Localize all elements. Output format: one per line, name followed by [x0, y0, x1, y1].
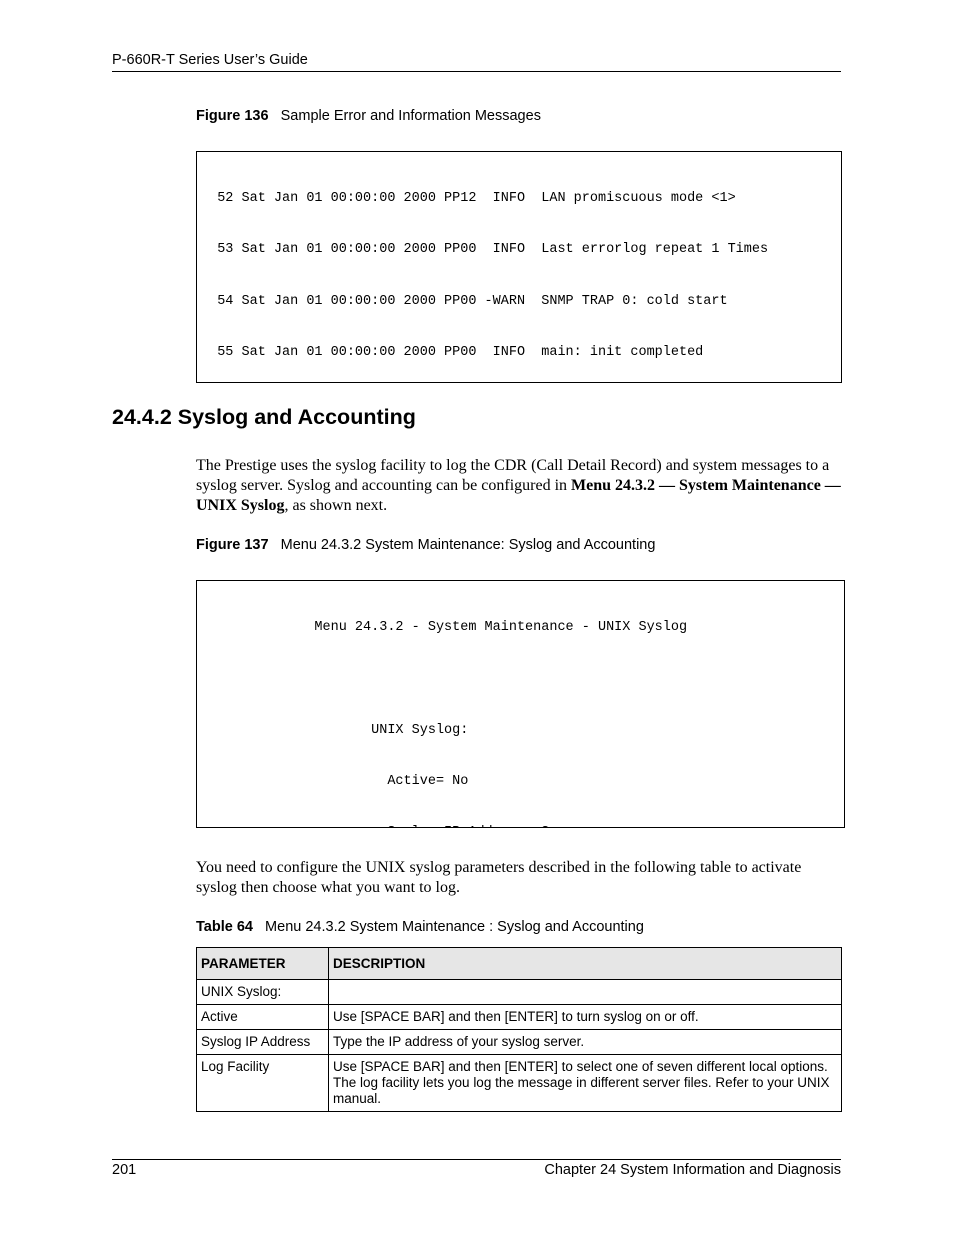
table-row — [197, 1030, 842, 1055]
console-line: 55 Sat Jan 01 00:00:00 2000 PP00 INFO main: init completed — [201, 345, 704, 361]
console-line: 52 Sat Jan 01 00:00:00 2000 PP12 INFO LAN promiscuous mode <1> — [201, 191, 736, 207]
figure-137-title: Menu 24.3.2 System Maintenance: Syslog and Accounting — [280, 537, 656, 553]
console-line: 54 Sat Jan 01 00:00:00 2000 PP00 -WARN SNMP TRAP 0: cold start — [201, 293, 728, 309]
intro-text: The Prestige uses the syslog facility to log the CDR (Call Detail Record) and system messages to a syslog server. Syslog and accounting can be configured in — [196, 457, 830, 494]
header-rule — [112, 71, 841, 72]
page-number: 201 — [112, 1162, 137, 1178]
figure-136-caption — [196, 108, 541, 124]
section-heading: 24.4.2 Syslog and Accounting — [112, 405, 416, 429]
menu-line: UNIX Syslog: — [201, 722, 469, 738]
table-64-label: Table 64 — [196, 919, 253, 935]
intro-paragraph — [196, 456, 844, 516]
figure-137-label: Figure 137 — [196, 537, 269, 553]
footer-rule — [112, 1159, 841, 1160]
menu-line — [201, 824, 844, 828]
table-row — [197, 1005, 842, 1030]
description-cell: Use [SPACE BAR] and then [ENTER] to select one of seven different local options. The log facility lets you log the message in different server files. Refer to your UNIX manual. — [329, 1055, 842, 1112]
console-line: 53 Sat Jan 01 00:00:00 2000 PP00 INFO Last errorlog repeat 1 Times — [201, 242, 769, 258]
config-paragraph: You need to configure the UNIX syslog parameters described in the following table to activate syslog then choose what you want to log. — [196, 859, 802, 896]
description-cell: Type the IP address of your syslog server. — [329, 1030, 842, 1055]
parameter-cell: Syslog IP Address — [197, 1030, 329, 1055]
header-description: DESCRIPTION — [329, 948, 842, 980]
figure-136-title: Sample Error and Information Messages — [280, 108, 541, 124]
syslog-menu-console — [196, 580, 845, 828]
table-64-caption — [196, 919, 644, 935]
parameter-cell: UNIX Syslog: — [197, 980, 329, 1005]
error-log-console — [196, 151, 842, 383]
parameter-cell: Log Facility — [197, 1055, 329, 1112]
parameter-cell: Active — [197, 1005, 329, 1030]
table-row — [197, 1055, 842, 1112]
description-cell: Use [SPACE BAR] and then [ENTER] to turn syslog on or off. — [329, 1005, 842, 1030]
menu-line: Active= No — [201, 774, 469, 790]
table-header-row — [197, 948, 842, 980]
table-64-title: Menu 24.3.2 System Maintenance : Syslog and Accounting — [265, 919, 644, 935]
description-cell — [329, 980, 842, 1005]
table-row — [197, 980, 842, 1005]
chapter-title: Chapter 24 System Information and Diagnosis — [544, 1162, 841, 1178]
parameter-table — [196, 947, 842, 1112]
running-header: P-660R-T Series User’s Guide — [112, 52, 308, 68]
intro-menu-reference: Menu 24.3.2 — System Maintenance — UNIX Syslog — [196, 477, 841, 514]
menu-title-line: Menu 24.3.2 - System Maintenance - UNIX Syslog — [201, 620, 688, 636]
menu-blank-line — [201, 670, 844, 687]
figure-137-caption — [196, 537, 655, 553]
header-parameter: PARAMETER — [197, 948, 329, 980]
intro-text-end: , as shown next. — [284, 497, 388, 514]
figure-136-label: Figure 136 — [196, 108, 269, 124]
